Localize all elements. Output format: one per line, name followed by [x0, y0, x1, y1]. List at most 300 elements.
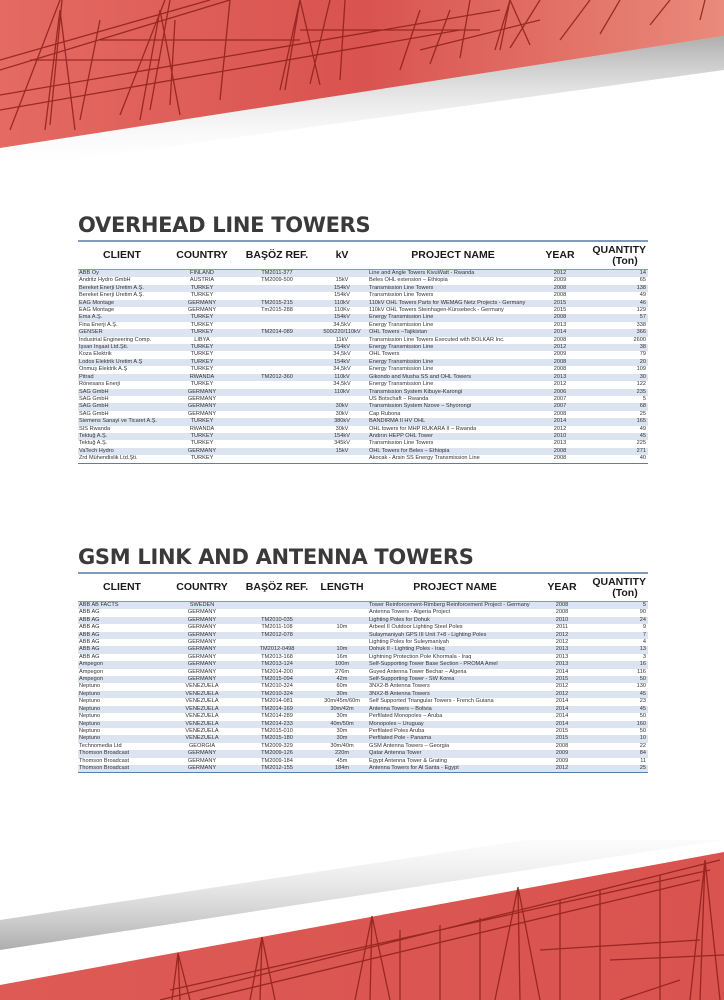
cell-client: SAG GmbH	[78, 403, 166, 410]
cell-project: Energy Transmission Line	[368, 366, 538, 373]
col-header-kv: kV	[335, 249, 349, 261]
cell-quantity: 2600	[582, 337, 648, 344]
cell-length: 30m	[316, 713, 368, 720]
cell-year: 2008	[542, 602, 582, 610]
cell-country: GERMANY	[166, 300, 238, 307]
table-row	[78, 728, 648, 735]
cell-quantity: 9	[582, 624, 648, 631]
cell-client: SAG GmbH	[78, 411, 166, 418]
cell-quantity: 235	[582, 389, 648, 396]
cell-quantity: 40	[582, 455, 648, 463]
cell-client: Ema A.Ş.	[78, 314, 166, 321]
cell-year: 2008	[538, 292, 582, 299]
table-row	[78, 440, 648, 447]
cell-country: GERMANY	[166, 750, 238, 757]
table-header-row	[78, 573, 648, 602]
cell-year: 2007	[538, 396, 582, 403]
cell-ref: TM2012-0498	[238, 646, 316, 653]
table-row	[78, 448, 648, 455]
table-row	[78, 624, 648, 631]
cell-client: ABB AG	[78, 624, 166, 631]
cell-ref: TM2012-155	[238, 765, 316, 773]
table-row	[78, 366, 648, 373]
cell-length: 276m	[316, 669, 368, 676]
cell-client: Tektuğ A.Ş.	[78, 440, 166, 447]
cell-kv: 110kV	[316, 389, 368, 396]
cell-quantity: 65	[582, 277, 648, 284]
cell-ref: TM2012-078	[238, 632, 316, 639]
cell-country: GERMANY	[166, 646, 238, 653]
cell-year: 2009	[542, 750, 582, 757]
cell-client: Neptuno	[78, 713, 166, 720]
cell-project: Transmission Line Towers	[368, 440, 538, 447]
cell-country: TURKEY	[166, 381, 238, 388]
cell-client: Neptuno	[78, 698, 166, 705]
section-title-gsm: GSM LINK AND ANTENNA TOWERS	[78, 545, 474, 569]
cell-year: 2008	[538, 366, 582, 373]
cell-kv: 154kV	[316, 359, 368, 366]
cell-project: 110kV OHL Towers Parts for WEMAG Netz Projects - Germany	[368, 300, 538, 307]
cell-project: GSM Antenna Towers – Georgia	[368, 743, 542, 750]
cell-length: 42m	[316, 676, 368, 683]
cell-project: Monopoles – Uruguay	[368, 721, 542, 728]
cell-length: 10m	[316, 624, 368, 631]
cell-kv: 30kV	[316, 411, 368, 418]
cell-quantity: 90	[582, 609, 648, 616]
col-header-year: YEAR	[547, 581, 577, 593]
table-row	[78, 639, 648, 646]
cell-project: Perfilated Pole - Panama	[368, 735, 542, 742]
cell-quantity: 22	[582, 743, 648, 750]
cell-country: GERMANY	[166, 765, 238, 773]
cell-project: Sulaymaniyah GPS III Unit 7+8 - Lighting Poles	[368, 632, 542, 639]
cell-year: 2014	[542, 721, 582, 728]
table-row	[78, 277, 648, 284]
cell-project: Dohuk II - Lighting Poles - Iraq	[368, 646, 542, 653]
table-row	[78, 661, 648, 668]
cell-client: ABB AG	[78, 632, 166, 639]
cell-client: Andritz Hydro GmbH	[78, 277, 166, 284]
cell-country: GERMANY	[166, 617, 238, 624]
cell-project: US Botschaft – Rwanda	[368, 396, 538, 403]
cell-client: SAG GmbH	[78, 389, 166, 396]
cell-kv: 110kV	[316, 374, 368, 381]
cell-client: Neptuno	[78, 683, 166, 690]
table-row	[78, 396, 648, 403]
cell-project: Transmission System Nzove – Shyorongi	[368, 403, 538, 410]
cell-quantity: 225	[582, 440, 648, 447]
cell-client: Ampegon	[78, 661, 166, 668]
cell-ref	[238, 285, 316, 292]
cell-ref: TM2010-035	[238, 617, 316, 624]
cell-length	[316, 602, 368, 610]
cell-project: OHL towers for MHP RUKARA II – Rwanda	[368, 426, 538, 433]
cell-project: OHL Towers –Tajikistan	[368, 329, 538, 336]
cell-year: 2006	[538, 389, 582, 396]
cell-kv: 110kV	[316, 300, 368, 307]
top-banner-image	[0, 0, 724, 160]
cell-quantity: 45	[582, 691, 648, 698]
cell-country: SWEDEN	[166, 602, 238, 610]
cell-year: 2012	[542, 683, 582, 690]
cell-year: 2015	[542, 676, 582, 683]
cell-country: GERMANY	[166, 676, 238, 683]
table-row	[78, 322, 648, 329]
cell-country: RWANDA	[166, 426, 238, 433]
cell-kv: 34,5kV	[316, 381, 368, 388]
cell-year: 2008	[538, 455, 582, 463]
col-header-client: CLIENT	[103, 249, 141, 261]
cell-length: 30m	[316, 691, 368, 698]
cell-client: Rönesans Enerji	[78, 381, 166, 388]
cell-ref	[238, 389, 316, 396]
table-row	[78, 646, 648, 653]
cell-quantity: 38	[582, 344, 648, 351]
cell-project: Energy Transmission Line	[368, 359, 538, 366]
cell-quantity: 122	[582, 381, 648, 388]
cell-year: 2014	[538, 418, 582, 425]
table-row	[78, 307, 648, 314]
cell-year: 2008	[538, 285, 582, 292]
cell-kv: 34,5kV	[316, 366, 368, 373]
cell-year: 2008	[538, 448, 582, 455]
col-header-client: CLIENT	[103, 581, 141, 593]
cell-ref: TM2013-124	[238, 661, 316, 668]
cell-year: 2013	[542, 654, 582, 661]
cell-ref	[238, 639, 316, 646]
cell-ref	[238, 411, 316, 418]
cell-project: Transmission Line Towers	[368, 285, 538, 292]
quantity-unit: (Ton)	[612, 254, 638, 267]
cell-quantity: 13	[582, 646, 648, 653]
col-header-project: PROJECT NAME	[411, 249, 495, 261]
quantity-label: QUANTITY	[592, 243, 646, 256]
cell-ref: TM2011-108	[238, 624, 316, 631]
table-row	[78, 351, 648, 358]
cell-quantity: 45	[582, 706, 648, 713]
cell-length: 30m	[316, 728, 368, 735]
cell-year: 2012	[538, 381, 582, 388]
cell-ref: TM2014-169	[238, 706, 316, 713]
cell-quantity: 57	[582, 314, 648, 321]
cell-client: Lodos Elektrik Üretim A.Ş	[78, 359, 166, 366]
cell-quantity: 109	[582, 366, 648, 373]
cell-quantity: 49	[582, 292, 648, 299]
cell-client: Neptuno	[78, 691, 166, 698]
cell-client: Technomedia Ltd	[78, 743, 166, 750]
table-row	[78, 669, 648, 676]
table-row	[78, 455, 648, 463]
table-row	[78, 389, 648, 396]
cell-kv: 500/220/110kV	[316, 329, 368, 336]
cell-ref: TM2010-324	[238, 691, 316, 698]
cell-quantity: 160	[582, 721, 648, 728]
cell-country: GERMANY	[166, 448, 238, 455]
cell-quantity: 338	[582, 322, 648, 329]
cell-ref: TM2009-184	[238, 758, 316, 765]
cell-project: Line and Angle Towers KivuWatt - Rwanda	[368, 270, 538, 278]
cell-country: TURKEY	[166, 285, 238, 292]
cell-quantity: 5	[582, 396, 648, 403]
table-row	[78, 337, 648, 344]
quantity-unit: (Ton)	[612, 586, 638, 599]
cell-ref: TM2013-168	[238, 654, 316, 661]
cell-ref	[238, 381, 316, 388]
cell-ref: TM2014-089	[238, 329, 316, 336]
cell-project: Beles OHL extension – Ethiopia	[368, 277, 538, 284]
table-row	[78, 691, 648, 698]
quantity-label: QUANTITY	[592, 575, 646, 588]
cell-client: Zrd Mühendislik Ltd.Şti.	[78, 455, 166, 463]
cell-year: 2012	[538, 344, 582, 351]
gsm-towers-table	[78, 572, 648, 773]
cell-client: SAG GmbH	[78, 396, 166, 403]
cell-kv	[316, 270, 368, 278]
table-row	[78, 270, 648, 278]
table-row	[78, 758, 648, 765]
cell-year: 2014	[542, 698, 582, 705]
gsm-antenna-towers-section	[78, 544, 648, 773]
table-row	[78, 721, 648, 728]
cell-year: 2013	[542, 646, 582, 653]
cell-year: 2012	[542, 691, 582, 698]
cell-project: Transmission System Kibuye-Karongi	[368, 389, 538, 396]
cell-quantity: 7	[582, 632, 648, 639]
cell-ref: TM2014-233	[238, 721, 316, 728]
cell-project: Energy Transmission Line	[368, 381, 538, 388]
table-row	[78, 683, 648, 690]
cell-length: 60m	[316, 683, 368, 690]
cell-project: Self-Supporting Tower Base Section - PROMA Amel	[368, 661, 542, 668]
cell-length: 16m	[316, 654, 368, 661]
cell-project: Lighting Poles for Dohuk	[368, 617, 542, 624]
cell-project: Guyed Antenna Tower Bechar – Algeria	[368, 669, 542, 676]
cell-ref	[238, 440, 316, 447]
bottom-banner-image	[0, 840, 724, 1000]
cell-country: LIBYA	[166, 337, 238, 344]
cell-country: VENEZUELA	[166, 721, 238, 728]
col-header-length: LENGTH	[320, 581, 364, 593]
cell-length: 184m	[316, 765, 368, 773]
cell-ref	[238, 351, 316, 358]
cell-country: TURKEY	[166, 433, 238, 440]
table-header-row	[78, 241, 648, 270]
cell-country: TURKEY	[166, 418, 238, 425]
cell-year: 2014	[542, 713, 582, 720]
cell-ref: TM2015-010	[238, 728, 316, 735]
cell-client: Onmuş Elektrik A.Ş	[78, 366, 166, 373]
cell-ref: TM2014-081	[238, 698, 316, 705]
cell-client: İşsan İnşaat Ltd.Şti.	[78, 344, 166, 351]
cell-length: 45m	[316, 758, 368, 765]
cell-project: OHL Towers	[368, 351, 538, 358]
table-row	[78, 300, 648, 307]
cell-quantity: 45	[582, 433, 648, 440]
cell-ref	[238, 455, 316, 463]
cell-ref	[238, 366, 316, 373]
col-header-ref: BAŞÖZ REF.	[245, 581, 309, 593]
cell-ref	[238, 337, 316, 344]
cell-project: Perfilated Monopoles – Aruba	[368, 713, 542, 720]
cell-ref	[238, 448, 316, 455]
cell-country: FINLAND	[166, 270, 238, 278]
table-row	[78, 329, 648, 336]
cell-project: Andırın HEPP OHL Tower	[368, 433, 538, 440]
cell-client: ABB AG	[78, 609, 166, 616]
cell-client: ABB AG	[78, 617, 166, 624]
table-row	[78, 403, 648, 410]
cell-client: ABB Oy	[78, 270, 166, 278]
cell-kv: 15kV	[316, 448, 368, 455]
cell-country: GERMANY	[166, 661, 238, 668]
cell-length: 30m/45m/60m	[316, 698, 368, 705]
cell-client: VaTech Hydro	[78, 448, 166, 455]
table-row	[78, 609, 648, 616]
cell-client: Ampegon	[78, 676, 166, 683]
cell-project: Egypt Antenna Tower & Grating	[368, 758, 542, 765]
cell-project: Energy Transmission Line	[368, 322, 538, 329]
table-row	[78, 713, 648, 720]
cell-country: GERMANY	[166, 624, 238, 631]
cell-quantity: 30	[582, 374, 648, 381]
cell-project: Transmission Line Towers Executed with BOLKAR Inc.	[368, 337, 538, 344]
cell-project: Antenna Towers for Al Santa - Egypt	[368, 765, 542, 773]
cell-ref	[238, 322, 316, 329]
table-row	[78, 602, 648, 610]
cell-quantity: 23	[582, 698, 648, 705]
cell-year: 2012	[542, 639, 582, 646]
cell-quantity: 130	[582, 683, 648, 690]
cell-kv	[316, 455, 368, 463]
cell-ref: TM2009-126	[238, 750, 316, 757]
cell-year: 2015	[542, 728, 582, 735]
col-header-quantity	[582, 573, 648, 602]
table-row	[78, 418, 648, 425]
cell-year: 2008	[542, 609, 582, 616]
cell-client: Neptuno	[78, 721, 166, 728]
cell-ref	[238, 418, 316, 425]
cell-client: Pitrad	[78, 374, 166, 381]
cell-country: VENEZUELA	[166, 706, 238, 713]
cell-year: 2014	[538, 329, 582, 336]
cell-quantity: 129	[582, 307, 648, 314]
cell-kv: 11kV	[316, 337, 368, 344]
cell-ref	[238, 396, 316, 403]
cell-project: Cap Rubona	[368, 411, 538, 418]
cell-country: TURKEY	[166, 344, 238, 351]
cell-quantity: 10	[582, 735, 648, 742]
table-row	[78, 750, 648, 757]
cell-quantity: 271	[582, 448, 648, 455]
cell-country: GERMANY	[166, 632, 238, 639]
table-row	[78, 374, 648, 381]
cell-project: Arbeel II Outdoor Lighting Steel Poles	[368, 624, 542, 631]
table-row	[78, 381, 648, 388]
cell-project: Self Supported Triangular Towers - French Guiana	[368, 698, 542, 705]
table-row	[78, 433, 648, 440]
cell-quantity: 20	[582, 359, 648, 366]
cell-country: AUSTRIA	[166, 277, 238, 284]
cell-year: 2013	[538, 440, 582, 447]
cell-ref: TM2010-324	[238, 683, 316, 690]
cell-year: 2013	[538, 322, 582, 329]
cell-project: Antenna Towers - Algeria Project	[368, 609, 542, 616]
cell-year: 2014	[542, 669, 582, 676]
cell-kv: 154kV	[316, 433, 368, 440]
cell-year: 2015	[542, 735, 582, 742]
cell-country: VENEZUELA	[166, 683, 238, 690]
cell-project: OHL Towers for Beles – Ethiopia	[368, 448, 538, 455]
cell-ref	[238, 426, 316, 433]
cell-country: VENEZUELA	[166, 735, 238, 742]
table-row	[78, 743, 648, 750]
cell-year: 2007	[538, 403, 582, 410]
cell-project: 110kV OHL Towers Steinhagen-Künsebeck - Germany	[368, 307, 538, 314]
cell-ref: TM2012-360	[238, 374, 316, 381]
gsm-table-body	[78, 602, 648, 773]
cell-client: ABB AG	[78, 646, 166, 653]
cell-country: VENEZUELA	[166, 698, 238, 705]
cell-quantity: 4	[582, 639, 648, 646]
cell-quantity: 14	[582, 270, 648, 278]
cell-ref	[238, 314, 316, 321]
col-header-ref: BAŞÖZ REF.	[245, 249, 309, 261]
cell-year: 2010	[538, 433, 582, 440]
cell-year: 2008	[542, 743, 582, 750]
cell-country: TURKEY	[166, 359, 238, 366]
cell-client: ABB AB FACTS	[78, 602, 166, 610]
cell-ref	[238, 433, 316, 440]
cell-ref: TM2014-200	[238, 669, 316, 676]
cell-quantity: 50	[582, 676, 648, 683]
table-row	[78, 359, 648, 366]
cell-quantity: 68	[582, 403, 648, 410]
cell-client: Bereket Enerji Üretim A.Ş.	[78, 292, 166, 299]
cell-quantity: 46	[582, 300, 648, 307]
cell-year: 2015	[538, 307, 582, 314]
col-header-year: YEAR	[545, 249, 575, 261]
cell-kv: 110Kv	[316, 307, 368, 314]
cell-country: VENEZUELA	[166, 691, 238, 698]
cell-ref: TM2015-180	[238, 735, 316, 742]
cell-project: Tower Reinforcement-Rimberg Reinforcement Project - Germany	[368, 602, 542, 610]
cell-length	[316, 639, 368, 646]
cell-client: ABB AG	[78, 654, 166, 661]
cell-quantity: 84	[582, 750, 648, 757]
cell-client: Ampegon	[78, 669, 166, 676]
cell-country: GERMANY	[166, 669, 238, 676]
cell-quantity: 3	[582, 654, 648, 661]
cell-quantity: 11	[582, 758, 648, 765]
cell-length	[316, 617, 368, 624]
cell-quantity: 79	[582, 351, 648, 358]
cell-client: Neptuno	[78, 706, 166, 713]
cell-project: Antenna Towers – Bolivia	[368, 706, 542, 713]
cell-year: 2011	[542, 624, 582, 631]
cell-project: Lightning Protection Pole Khormala - Iraq	[368, 654, 542, 661]
cell-project: Lighting Poles for Suleymaniyah	[368, 639, 542, 646]
cell-kv	[316, 396, 368, 403]
cell-country: GEORGIA	[166, 743, 238, 750]
cell-kv: 154kV	[316, 292, 368, 299]
cell-year: 2014	[542, 706, 582, 713]
table-row	[78, 632, 648, 639]
cell-year: 2012	[538, 270, 582, 278]
cell-ref	[238, 359, 316, 366]
cell-country: VENEZUELA	[166, 728, 238, 735]
col-header-project: PROJECT NAME	[413, 581, 497, 593]
table-row	[78, 285, 648, 292]
